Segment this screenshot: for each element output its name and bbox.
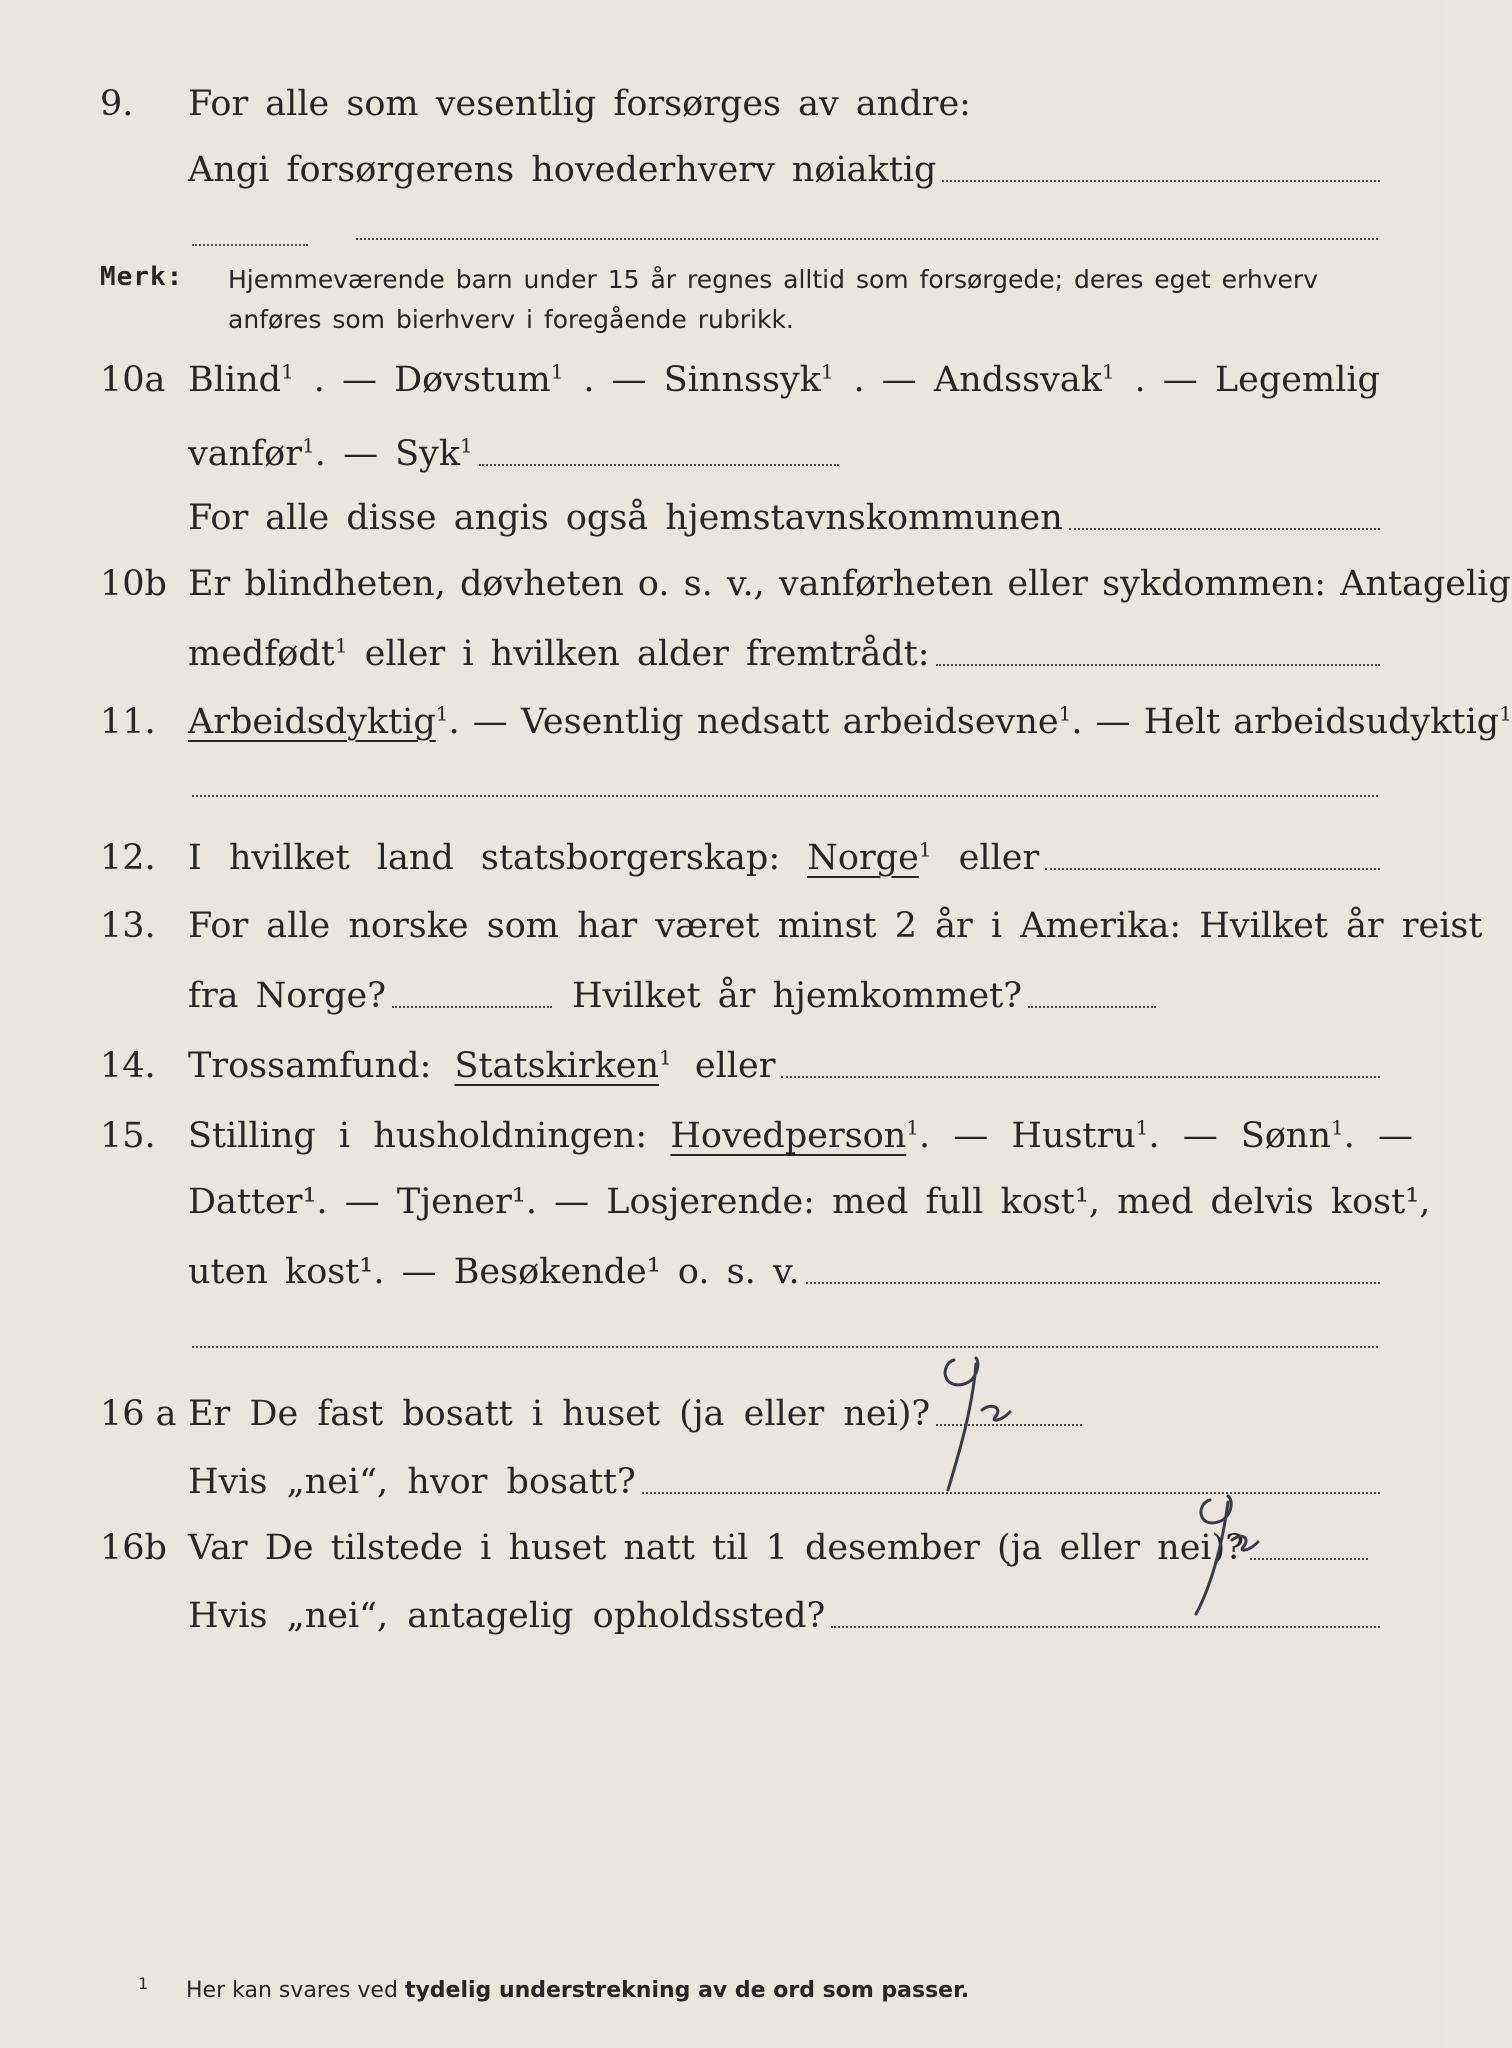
note-label: Merk: — [100, 262, 184, 292]
question-text: For alle som vesentlig forsørges av andre: — [188, 84, 971, 124]
question-text: Trossamfund: — [188, 1046, 432, 1086]
question-text: eller — [931, 838, 1040, 878]
question-number: 11. — [100, 702, 156, 742]
question-14 — [100, 1044, 1380, 1088]
option-dovstum[interactable]: . — Døvstum — [313, 360, 551, 400]
footnote-mark: 1 — [906, 1115, 919, 1140]
question-10b — [100, 562, 1511, 606]
question-text: Hvilket år hjemkommet? — [572, 976, 1023, 1016]
question-text: Hvis „nei“, antagelig opholdssted? — [188, 1596, 826, 1636]
question-9-line2 — [100, 148, 1380, 192]
option-nedsatt[interactable]: . — Vesentlig nedsatt arbeidsevne — [448, 702, 1059, 742]
question-13-line2 — [100, 974, 1380, 1018]
question-text: eller i hvilken alder fremtrådt: — [347, 634, 930, 674]
answer-line[interactable] — [806, 1282, 1380, 1284]
option-arbeidsdyktig[interactable]: Arbeidsdyktig — [188, 702, 436, 742]
question-text: For alle disse angis også hjemstavnskommunen — [188, 498, 1063, 538]
question-16b-line2 — [100, 1594, 1380, 1638]
option-sonn[interactable]: . — Sønn — [1148, 1116, 1331, 1156]
answer-line[interactable] — [831, 1626, 1380, 1628]
option-udyktig[interactable]: . — Helt arbeidsudyktig — [1071, 702, 1500, 742]
option-andssvak[interactable]: . — Andssvak — [853, 360, 1102, 400]
footnote-mark: 1 — [281, 359, 294, 384]
question-text: uten kost¹. — Besøkende¹ o. s. v. — [188, 1252, 800, 1292]
footnote-mark: 1 — [334, 633, 348, 658]
question-text: Er De fast bosatt i huset (ja eller nei)? — [188, 1394, 931, 1434]
option-legemlig[interactable]: . — Legemlig — [1134, 360, 1380, 400]
question-text: Angi forsørgerens hovederhverv nøiaktig — [188, 150, 937, 190]
question-number: 15. — [100, 1116, 156, 1156]
footnote-mark: 1 — [301, 433, 315, 458]
note-text: Hjemmeværende barn under 15 år regnes alltid som forsørgede; deres eget erhverv anføres som bierhverv i foregående rubrikk. — [228, 265, 1318, 334]
question-text: . — — [1343, 1116, 1413, 1156]
question-number: 10a — [100, 360, 166, 400]
question-number: 14. — [100, 1046, 156, 1086]
answer-line[interactable] — [1069, 528, 1380, 530]
question-text: eller — [671, 1046, 776, 1086]
question-text: fra Norge? — [188, 976, 386, 1016]
answer-line[interactable] — [1028, 1006, 1156, 1008]
answer-line[interactable] — [781, 1076, 1380, 1078]
question-number: 16b — [100, 1528, 167, 1568]
option-hustru[interactable]: . — Hustru — [919, 1116, 1136, 1156]
answer-line[interactable] — [942, 180, 1380, 182]
question-text: I hvilket land statsborgerskap: — [188, 838, 781, 878]
answer-line[interactable] — [936, 664, 1381, 666]
answer-line[interactable] — [479, 464, 839, 466]
answer-line[interactable] — [192, 795, 1378, 797]
footnote-mark: 1 — [1135, 1115, 1149, 1140]
option-sinnssyk[interactable]: . — Sinnssyk — [583, 360, 821, 400]
answer-line[interactable] — [192, 244, 308, 246]
question-9 — [100, 82, 1380, 126]
option-blind[interactable]: Blind — [188, 360, 282, 400]
footnote-mark: 1 — [659, 1045, 672, 1070]
question-10a-line2 — [100, 432, 1380, 476]
question-16a — [100, 1392, 1380, 1436]
question-12 — [100, 836, 1380, 880]
answer-line[interactable] — [356, 238, 1378, 240]
footnote-text: Her kan svares ved — [186, 1978, 405, 2003]
question-15-line2 — [100, 1180, 1431, 1224]
question-15 — [100, 1114, 1413, 1158]
question-text: Hvis „nei“, hvor bosatt? — [188, 1462, 636, 1502]
question-13 — [100, 904, 1483, 948]
footnote-mark: 1 — [1058, 701, 1072, 726]
answer-line[interactable] — [1045, 868, 1380, 870]
option-syk[interactable]: . — Syk — [314, 434, 461, 474]
question-text: For alle norske som har været minst 2 år i Amerika: Hvilket år reist — [188, 906, 1483, 946]
footnote-mark: 1 — [460, 433, 473, 458]
footnote-mark: 1 — [435, 701, 449, 726]
question-15-line3 — [100, 1250, 1380, 1294]
footnote-mark: 1 — [1101, 359, 1115, 384]
footnote-mark: 1 — [918, 837, 932, 862]
option-statskirken[interactable]: Statskirken — [454, 1046, 660, 1086]
footnote-mark: 1 — [138, 1974, 149, 1993]
question-10a-line3 — [100, 496, 1380, 540]
footnote-emphasis: tydelig understrekning av de ord som passer. — [404, 1978, 970, 2003]
option-medfodt[interactable]: medfødt — [188, 634, 335, 674]
footnote-mark: 1 — [1499, 701, 1512, 726]
question-11 — [100, 700, 1512, 744]
option-vanfor[interactable]: vanfør — [188, 434, 302, 474]
option-norge[interactable]: Norge — [807, 838, 919, 878]
question-number: 16 a — [100, 1394, 177, 1434]
answer-line[interactable] — [192, 1346, 1378, 1348]
answer-line[interactable] — [392, 1006, 552, 1008]
question-text: Var De tilstede i huset natt til 1 desember (ja eller nei)? — [188, 1528, 1245, 1568]
question-number: 9. — [100, 84, 134, 124]
question-number: 10b — [100, 564, 167, 604]
question-10b-line2 — [100, 632, 1380, 676]
question-number: 12. — [100, 838, 156, 878]
footnote-mark: 1 — [820, 359, 834, 384]
question-text: Stilling i husholdningen: — [188, 1116, 648, 1156]
footnote-mark: 1 — [1331, 1115, 1344, 1140]
footnote — [138, 1974, 970, 2003]
question-text: Er blindheten, døvheten o. s. v., vanførheten eller sykdommen: Antagelig — [188, 564, 1511, 604]
option-hovedperson[interactable]: Hovedperson — [670, 1116, 907, 1156]
question-text: Datter¹. — Tjener¹. — Losjerende: med full kost¹, med delvis kost¹, — [188, 1182, 1431, 1222]
footnote-mark: 1 — [550, 359, 564, 384]
question-10a — [100, 358, 1380, 402]
question-number: 13. — [100, 906, 156, 946]
